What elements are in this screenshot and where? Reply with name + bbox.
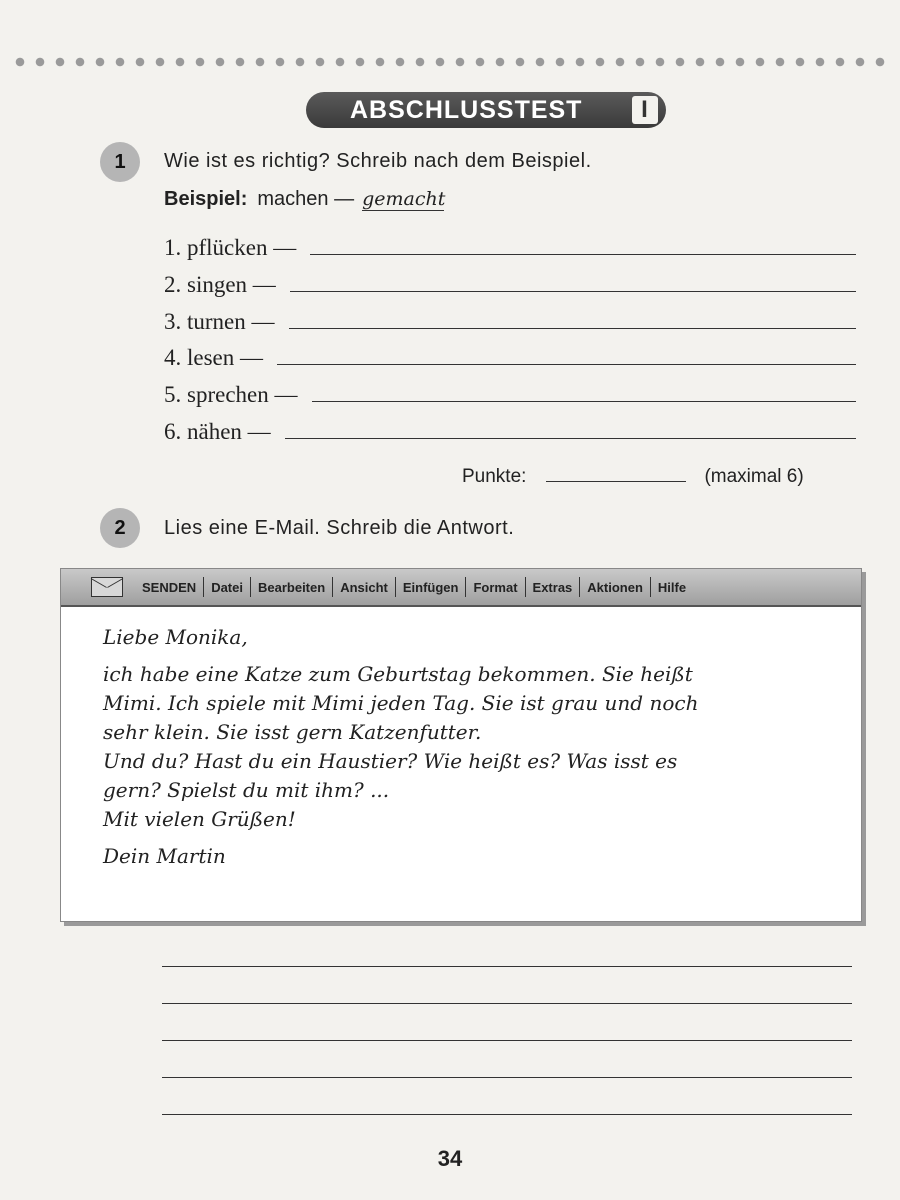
dotted-divider xyxy=(10,56,890,68)
example-label: Beispiel: xyxy=(164,188,248,210)
verb-item-label: 2. singen — xyxy=(164,272,276,297)
menu-hilfe[interactable]: Hilfe xyxy=(657,579,687,595)
points-max: (maximal 6) xyxy=(704,466,804,487)
answer-line[interactable] xyxy=(285,438,856,439)
answer-line[interactable] xyxy=(290,291,856,292)
verb-item-3 xyxy=(164,305,856,335)
task-2-instruction: Lies eine E-Mail. Schreib die Antwort. xyxy=(164,517,515,539)
verb-item-label: 4. lesen — xyxy=(164,345,264,370)
example-answer: gemacht xyxy=(362,188,446,210)
answer-writing-line[interactable] xyxy=(162,1040,852,1041)
page-number: 34 xyxy=(437,1146,463,1171)
email-greeting: Liebe Monika, xyxy=(103,625,248,649)
verb-item-4 xyxy=(164,341,856,371)
envelope-icon xyxy=(91,577,123,597)
email-body xyxy=(61,607,861,871)
answer-writing-line[interactable] xyxy=(162,1003,852,1004)
test-title: ABSCHLUSSTEST xyxy=(350,95,583,124)
menu-einfuegen[interactable]: Einfügen xyxy=(402,579,459,595)
verb-item-1 xyxy=(164,231,856,261)
points-row xyxy=(462,466,804,488)
email-window xyxy=(60,568,862,922)
email-line: Mit vielen Grüßen! xyxy=(103,807,296,831)
answer-line[interactable] xyxy=(310,254,856,255)
verb-item-label: 1. pflücken — xyxy=(164,235,297,260)
answer-writing-line[interactable] xyxy=(162,1114,852,1115)
menu-aktionen[interactable]: Aktionen xyxy=(587,579,643,595)
menu-extras[interactable]: Extras xyxy=(532,579,573,595)
menu-datei[interactable]: Datei xyxy=(211,579,243,595)
test-number: I xyxy=(632,96,658,124)
email-line: sehr klein. Sie isst gern Katzenfutter. xyxy=(103,720,482,744)
answer-line[interactable] xyxy=(289,328,856,329)
email-line: Und du? Hast du ein Haustier? Wie heißt es? Was isst es xyxy=(103,749,678,773)
task-1-number: 1 xyxy=(100,142,140,182)
menu-ansicht[interactable]: Ansicht xyxy=(340,579,388,595)
verb-item-6 xyxy=(164,415,856,445)
email-toolbar xyxy=(61,569,861,607)
answer-line[interactable] xyxy=(277,364,856,365)
example-row xyxy=(164,188,444,211)
email-signature: Dein Martin xyxy=(103,844,226,868)
example-verb: machen — xyxy=(257,188,355,210)
task-1-instruction: Wie ist es richtig? Schreib nach dem Beispiel. xyxy=(164,150,592,172)
test-header-banner xyxy=(306,92,666,128)
answer-line[interactable] xyxy=(312,401,857,402)
verb-item-5 xyxy=(164,378,856,408)
email-line: gern? Spielst du mit ihm? ... xyxy=(103,778,390,802)
verb-item-label: 5. sprechen — xyxy=(164,382,298,407)
email-line: ich habe eine Katze zum Geburtstag bekommen. Sie heißt xyxy=(103,662,693,686)
email-line: Mimi. Ich spiele mit Mimi jeden Tag. Sie ist grau und noch xyxy=(103,691,699,715)
send-button[interactable]: SENDEN xyxy=(142,579,197,595)
verb-item-label: 3. turnen — xyxy=(164,309,275,334)
points-label: Punkte: xyxy=(462,466,527,487)
answer-writing-line[interactable] xyxy=(162,1077,852,1078)
answer-writing-line[interactable] xyxy=(162,966,852,967)
menu-format[interactable]: Format xyxy=(473,579,518,595)
verb-item-2 xyxy=(164,268,856,298)
task-2-number: 2 xyxy=(100,508,140,548)
menu-bearbeiten[interactable]: Bearbeiten xyxy=(257,579,326,595)
verb-item-label: 6. nähen — xyxy=(164,419,271,444)
points-field[interactable] xyxy=(546,481,686,482)
